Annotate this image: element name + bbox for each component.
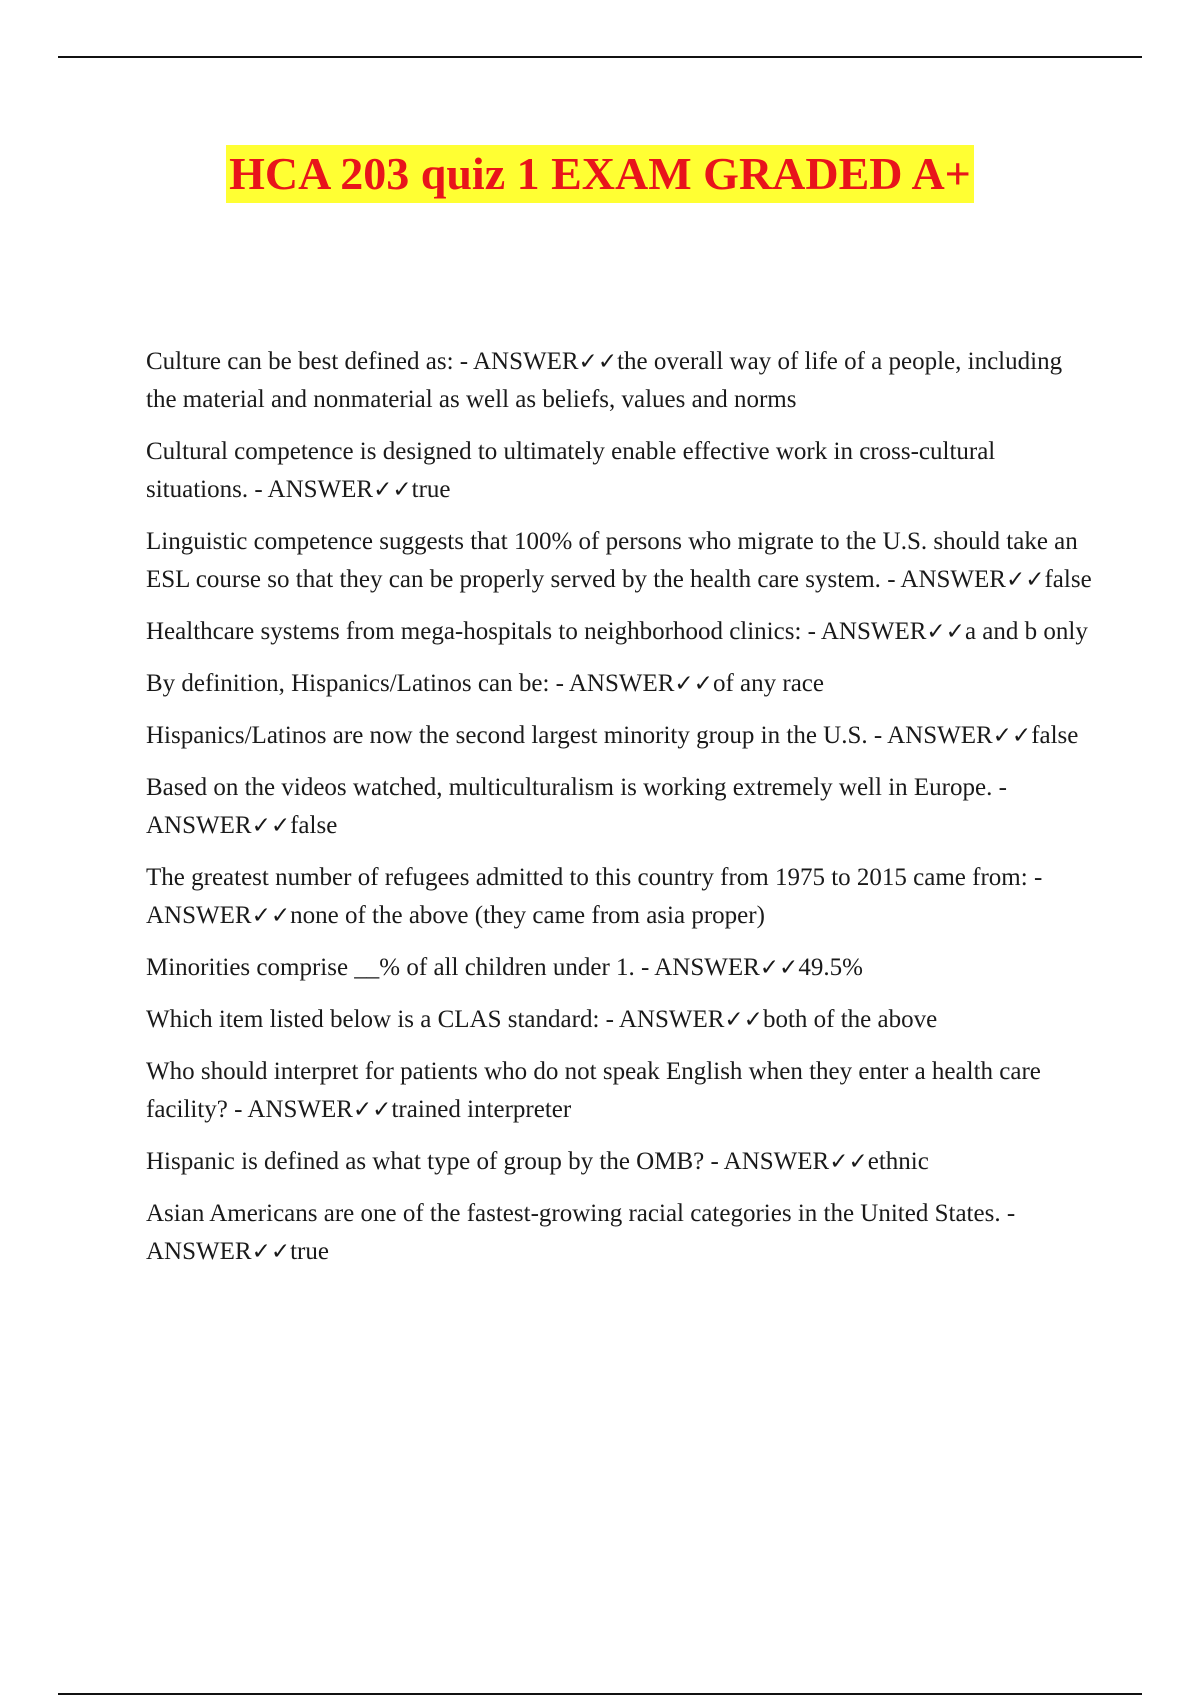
question-text: Healthcare systems from mega-hospitals to neighborhood clinics: [146, 618, 802, 645]
qa-item [146, 665, 1096, 703]
answer-text: ethnic [867, 1148, 929, 1175]
double-check-icon: ✓✓ [373, 477, 412, 503]
top-rule [58, 56, 1142, 58]
answer-marker: - ANSWER [880, 566, 1006, 593]
qa-item [146, 717, 1096, 755]
answer-marker: - ANSWER [248, 476, 374, 503]
question-text: Linguistic competence suggests that 100% of persons who migrate to the U.S. should take an ESL course so that they can be properly served by the health care system. [146, 528, 1078, 593]
question-text: Hispanics/Latinos are now the second largest minority group in the U.S. [146, 722, 868, 749]
qa-item [146, 1053, 1096, 1129]
answer-marker: - ANSWER [227, 1096, 353, 1123]
double-check-icon: ✓✓ [992, 723, 1032, 749]
answer-marker: - ANSWER [146, 774, 1007, 839]
qa-item [146, 613, 1096, 651]
qa-item [146, 859, 1096, 935]
answer-text: false [1044, 566, 1092, 593]
question-text: Hispanic is defined as what type of group by the OMB? [146, 1148, 705, 1175]
answer-text: false [1031, 722, 1079, 749]
qa-item [146, 1143, 1096, 1181]
double-check-icon: ✓✓ [1005, 567, 1045, 593]
double-check-icon: ✓✓ [251, 903, 291, 929]
answer-marker: - ANSWER [549, 670, 675, 697]
question-text: Minorities comprise __% of all children under 1. [146, 954, 635, 981]
answer-marker: - ANSWER [599, 1006, 725, 1033]
bottom-rule [58, 1693, 1142, 1695]
question-text: Asian Americans are one of the fastest-growing racial categories in the United States. [146, 1200, 1001, 1227]
qa-item [146, 769, 1096, 845]
qa-item [146, 433, 1096, 509]
qa-item [146, 523, 1096, 599]
answer-marker: - ANSWER [867, 722, 993, 749]
question-text: Who should interpret for patients who do not speak English when they enter a health care facility? [146, 1058, 1041, 1123]
answer-text: of any race [712, 670, 824, 697]
double-check-icon: ✓✓ [926, 619, 965, 645]
question-text: Based on the videos watched, multiculturalism is working extremely well in Europe. [146, 774, 993, 801]
question-text: The greatest number of refugees admitted to this country from 1975 to 2015 came from: [146, 864, 1028, 891]
answer-marker: - ANSWER [453, 348, 579, 375]
question-text: By definition, Hispanics/Latinos can be: [146, 670, 550, 697]
answer-text: trained interpreter [391, 1096, 572, 1123]
qa-item [146, 949, 1096, 987]
answer-text: 49.5% [798, 954, 863, 981]
document-title: HCA 203 quiz 1 EXAM GRADED A+ [226, 145, 974, 203]
answer-text: the overall way of life of a people, including the material and nonmaterial as well as beliefs, values and norms [146, 348, 1063, 413]
answer-text: true [411, 476, 451, 503]
question-text: Which item listed below is a CLAS standard: [146, 1006, 600, 1033]
answer-text: a and b only [964, 618, 1088, 645]
answer-marker: - ANSWER [634, 954, 760, 981]
double-check-icon: ✓✓ [251, 813, 291, 839]
double-check-icon: ✓✓ [829, 1149, 868, 1175]
title-container [0, 145, 1200, 203]
qa-item [146, 343, 1096, 419]
question-text: Culture can be best defined as: [146, 348, 454, 375]
answer-text: none of the above (they came from asia proper) [290, 902, 765, 929]
qa-item [146, 1001, 1096, 1039]
qa-item [146, 1195, 1096, 1271]
double-check-icon: ✓✓ [352, 1097, 392, 1123]
question-text: Cultural competence is designed to ultimately enable effective work in cross-cultural situations. [146, 438, 996, 503]
qa-list [146, 343, 1096, 1285]
double-check-icon: ✓✓ [724, 1007, 763, 1033]
double-check-icon: ✓✓ [674, 671, 713, 697]
answer-text: false [290, 812, 338, 839]
answer-marker: - ANSWER [801, 618, 927, 645]
answer-text: true [290, 1238, 329, 1265]
answer-marker: - ANSWER [146, 864, 1043, 929]
answer-marker: - ANSWER [146, 1200, 1016, 1265]
double-check-icon: ✓✓ [251, 1239, 291, 1265]
double-check-icon: ✓✓ [578, 349, 618, 375]
answer-marker: - ANSWER [704, 1148, 830, 1175]
double-check-icon: ✓✓ [759, 955, 799, 981]
answer-text: both of the above [762, 1006, 938, 1033]
